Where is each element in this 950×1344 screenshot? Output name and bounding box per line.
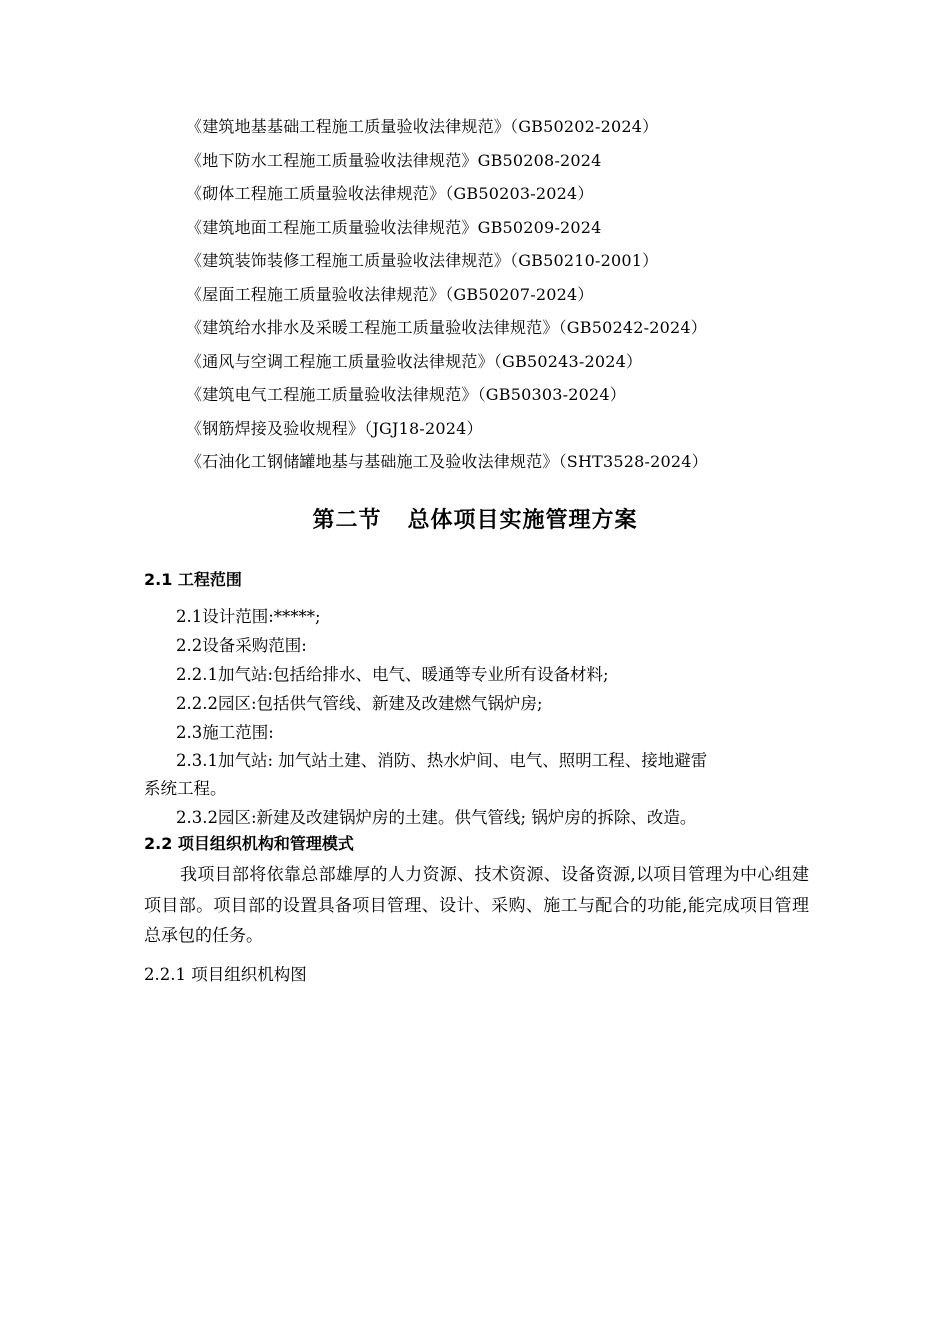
design-scope-line: 2.1设计范围:*****;	[176, 607, 321, 626]
section-title	[0, 504, 950, 538]
reference-item: 《建筑地面工程施工质量验收法律规范》GB50209-2024	[186, 217, 602, 237]
construction-232-line: 2.3.2园区:新建及改建锅炉房的土建。供气管线; 锅炉房的拆除、改造。	[176, 808, 697, 827]
reference-item: 《石油化工钢储罐地基与基础施工及验收法律规范》（SHT3528-2024）	[186, 452, 708, 471]
reference-item: 《通风与空调工程施工质量验收法律规范》（GB50243-2024）	[186, 351, 643, 371]
construction-scope-line: 2.3施工范围:	[176, 723, 274, 742]
organization-paragraph: 我项目部将依靠总部雄厚的人力资源、技术资源、设备资源,以项目管理为中心组建项目部。项目部的设置具备项目管理、设计、采购、施工与配合的功能,能完成项目管理总承包的任务。	[144, 865, 809, 946]
procurement-222-line: 2.2.2园区:包括供气管线、新建及改建燃气锅炉房;	[176, 694, 543, 713]
reference-item: 《地下防水工程施工质量验收法律规范》GB50208-2024	[186, 150, 602, 170]
section-title-text: 总体项目实施管理方案	[407, 508, 638, 533]
construction-231-continuation: 系统工程。	[144, 779, 227, 798]
reference-item: 《建筑装饰装修工程施工质量验收法律规范》（GB50210-2001）	[186, 251, 659, 270]
heading-2-2: 2.2 项目组织机构和管理模式	[144, 834, 354, 853]
reference-item: 《建筑电气工程施工质量验收法律规范》（GB50303-2024）	[186, 385, 626, 404]
reference-item: 《建筑给水排水及采暖工程施工质量验收法律规范》（GB50242-2024）	[186, 318, 707, 337]
heading-2-1: 2.1 工程范围	[144, 570, 242, 589]
reference-item: 《钢筋焊接及验收规程》（JGJ18-2024）	[186, 418, 483, 438]
reference-item: 《屋面工程施工质量验收法律规范》（GB50207-2024）	[186, 284, 594, 304]
procurement-221-line: 2.2.1加气站:包括给排水、电气、暖通等专业所有设备材料;	[176, 665, 609, 684]
reference-item: 《砌体工程施工质量验收法律规范》（GB50203-2024）	[186, 184, 594, 203]
construction-231-line: 2.3.1加气站: 加气站土建、消防、热水炉间、电气、照明工程、接地避雷	[176, 751, 708, 770]
procurement-scope-line: 2.2设备采购范围:	[176, 636, 307, 655]
reference-standards-list	[186, 113, 886, 482]
heading-2-2-1: 2.2.1 项目组织机构图	[144, 965, 307, 984]
section-number: 第二节	[312, 508, 382, 533]
reference-item: 《建筑地基基础工程施工质量验收法律规范》（GB50202-2024）	[186, 117, 659, 136]
